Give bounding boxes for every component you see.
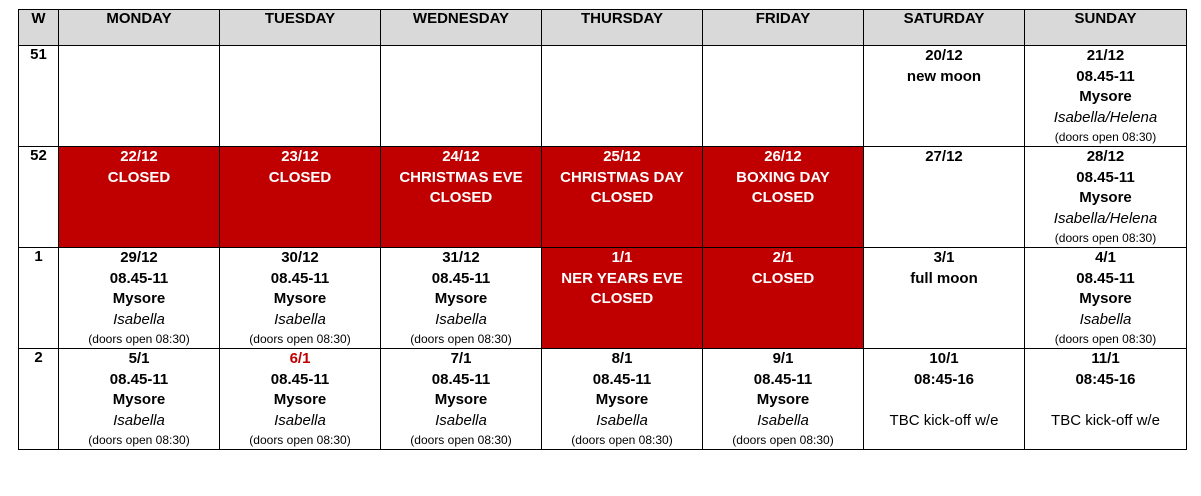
cell-line: CLOSED — [590, 189, 654, 206]
cell-line: 08.45-11 — [109, 269, 169, 287]
day-cell-closed — [542, 248, 703, 349]
header-week: W — [19, 10, 59, 46]
cell-line: 08.45-11 — [753, 370, 813, 388]
day-cell-closed — [59, 147, 220, 248]
cell-date: 2/1 — [772, 249, 794, 266]
cell-line: (doors open 08:30) — [571, 433, 673, 447]
header-saturday: SATURDAY — [864, 10, 1025, 46]
cell-date: 25/12 — [603, 148, 641, 165]
cell-line: CLOSED — [268, 168, 332, 186]
week-number: 1 — [19, 248, 59, 349]
day-cell — [542, 46, 703, 147]
cell-line: 08.45-11 — [1076, 168, 1135, 186]
week-row — [19, 147, 1187, 248]
cell-line: Mysore — [112, 290, 166, 307]
cell-date: 6/1 — [289, 350, 311, 367]
cell-line: Mysore — [434, 290, 488, 307]
cell-line: 08.45-11 — [270, 269, 330, 287]
week-number: 51 — [19, 46, 59, 147]
cell-date: 4/1 — [1095, 249, 1116, 266]
cell-line: 08.45-11 — [270, 370, 330, 388]
cell-line: 08.45-11 — [431, 269, 491, 287]
cell-date: 30/12 — [281, 249, 319, 266]
cell-line: Isabella — [113, 310, 165, 328]
cell-line: Isabella — [435, 411, 487, 429]
header-tuesday: TUESDAY — [220, 10, 381, 46]
cell-line: CHRISTMAS DAY — [560, 168, 684, 186]
cell-line: CLOSED — [751, 189, 815, 206]
day-cell — [59, 46, 220, 147]
cell-line: Isabella/Helena — [1053, 108, 1158, 126]
cell-date: 28/12 — [1086, 148, 1125, 165]
day-cell — [1025, 147, 1187, 248]
day-cell-closed — [381, 147, 542, 248]
day-cell — [59, 248, 220, 349]
cell-date: 29/12 — [120, 249, 158, 266]
cell-line: CHRISTMAS EVE — [399, 168, 523, 186]
cell-line: 08.45-11 — [592, 370, 652, 388]
day-cell — [381, 248, 542, 349]
cell-line: Isabella — [274, 411, 326, 429]
cell-line: new moon — [906, 67, 982, 85]
cell-spacer — [864, 390, 1024, 411]
day-cell — [220, 349, 381, 450]
cell-line: (doors open 08:30) — [249, 433, 351, 447]
cell-line: Mysore — [434, 391, 488, 408]
cell-line: 08.45-11 — [431, 370, 491, 388]
cell-line: (doors open 08:30) — [88, 433, 190, 447]
cell-line: (doors open 08:30) — [410, 433, 512, 447]
cell-line: Mysore — [112, 391, 166, 408]
cell-line: 08:45-16 — [1075, 370, 1136, 388]
cell-line: 08.45-11 — [109, 370, 169, 388]
calendar-table — [18, 9, 1187, 450]
cell-line: (doors open 08:30) — [1054, 231, 1157, 245]
cell-line: Mysore — [273, 290, 327, 307]
cell-line: 08.45-11 — [1076, 67, 1135, 85]
cell-line: (doors open 08:30) — [249, 332, 351, 346]
cell-date: 24/12 — [442, 148, 480, 165]
cell-date: 7/1 — [450, 350, 472, 367]
cell-date: 9/1 — [772, 350, 794, 367]
cell-date: 11/1 — [1091, 350, 1120, 367]
cell-date: 27/12 — [925, 148, 963, 165]
cell-line: BOXING DAY — [736, 168, 830, 186]
cell-line: Isabella — [757, 411, 809, 429]
cell-spacer — [1025, 390, 1186, 411]
cell-line: 08.45-11 — [1076, 269, 1135, 287]
cell-line: Mysore — [273, 391, 327, 408]
cell-line: Mysore — [756, 391, 810, 408]
day-cell — [381, 349, 542, 450]
week-row — [19, 248, 1187, 349]
cell-line: TBC kick-off w/e — [889, 411, 999, 429]
header-wednesday: WEDNESDAY — [381, 10, 542, 46]
week-row — [19, 349, 1187, 450]
cell-line: Isabella — [113, 411, 165, 429]
cell-line: Isabella — [435, 310, 487, 328]
header-sunday: SUNDAY — [1025, 10, 1187, 46]
week-row — [19, 46, 1187, 147]
day-cell — [864, 248, 1025, 349]
cell-date: 21/12 — [1086, 47, 1125, 64]
cell-date: 26/12 — [764, 148, 802, 165]
cell-line: (doors open 08:30) — [1054, 130, 1157, 144]
cell-line: TBC kick-off w/e — [1051, 411, 1160, 429]
day-cell-closed — [703, 248, 864, 349]
cell-line: (doors open 08:30) — [410, 332, 512, 346]
day-cell — [703, 349, 864, 450]
cell-line: (doors open 08:30) — [732, 433, 834, 447]
week-number: 52 — [19, 147, 59, 248]
day-cell-closed — [220, 147, 381, 248]
cell-line: (doors open 08:30) — [88, 332, 190, 346]
day-cell — [220, 248, 381, 349]
cell-line: 08:45-16 — [913, 370, 975, 388]
day-cell — [381, 46, 542, 147]
cell-line: Isabella — [596, 411, 648, 429]
cell-line: CLOSED — [751, 269, 815, 287]
cell-line: Mysore — [1079, 290, 1132, 307]
cell-date: 22/12 — [120, 148, 158, 165]
cell-line: NER YEARS EVE — [561, 269, 683, 287]
day-cell — [864, 46, 1025, 147]
header-row — [19, 10, 1187, 46]
day-cell — [1025, 349, 1187, 450]
cell-date: 10/1 — [929, 350, 959, 367]
header-friday: FRIDAY — [703, 10, 864, 46]
day-cell-closed — [703, 147, 864, 248]
cell-line: CLOSED — [590, 290, 654, 307]
cell-line: Isabella — [274, 310, 326, 328]
day-cell — [703, 46, 864, 147]
cell-line: Isabella/Helena — [1053, 209, 1158, 227]
cell-date: 23/12 — [281, 148, 319, 165]
cell-line: CLOSED — [429, 189, 493, 206]
week-number: 2 — [19, 349, 59, 450]
day-cell — [1025, 248, 1187, 349]
cell-date: 5/1 — [128, 350, 150, 367]
cell-date: 1/1 — [611, 249, 633, 266]
cell-date: 3/1 — [933, 249, 955, 266]
day-cell — [864, 349, 1025, 450]
day-cell — [59, 349, 220, 450]
header-monday: MONDAY — [59, 10, 220, 46]
cell-line: full moon — [910, 269, 978, 287]
cell-date: 20/12 — [925, 47, 963, 64]
cell-date: 8/1 — [611, 350, 633, 367]
day-cell — [864, 147, 1025, 248]
cell-line: Mysore — [595, 391, 649, 408]
day-cell — [220, 46, 381, 147]
cell-line: Isabella — [1079, 310, 1132, 328]
cell-line: (doors open 08:30) — [1054, 332, 1157, 346]
day-cell — [1025, 46, 1187, 147]
cell-line: CLOSED — [107, 168, 171, 186]
day-cell-closed — [542, 147, 703, 248]
cell-line: Mysore — [1079, 189, 1132, 206]
cell-date: 31/12 — [442, 249, 480, 266]
day-cell — [542, 349, 703, 450]
cell-line: Mysore — [1079, 88, 1132, 105]
header-thursday: THURSDAY — [542, 10, 703, 46]
